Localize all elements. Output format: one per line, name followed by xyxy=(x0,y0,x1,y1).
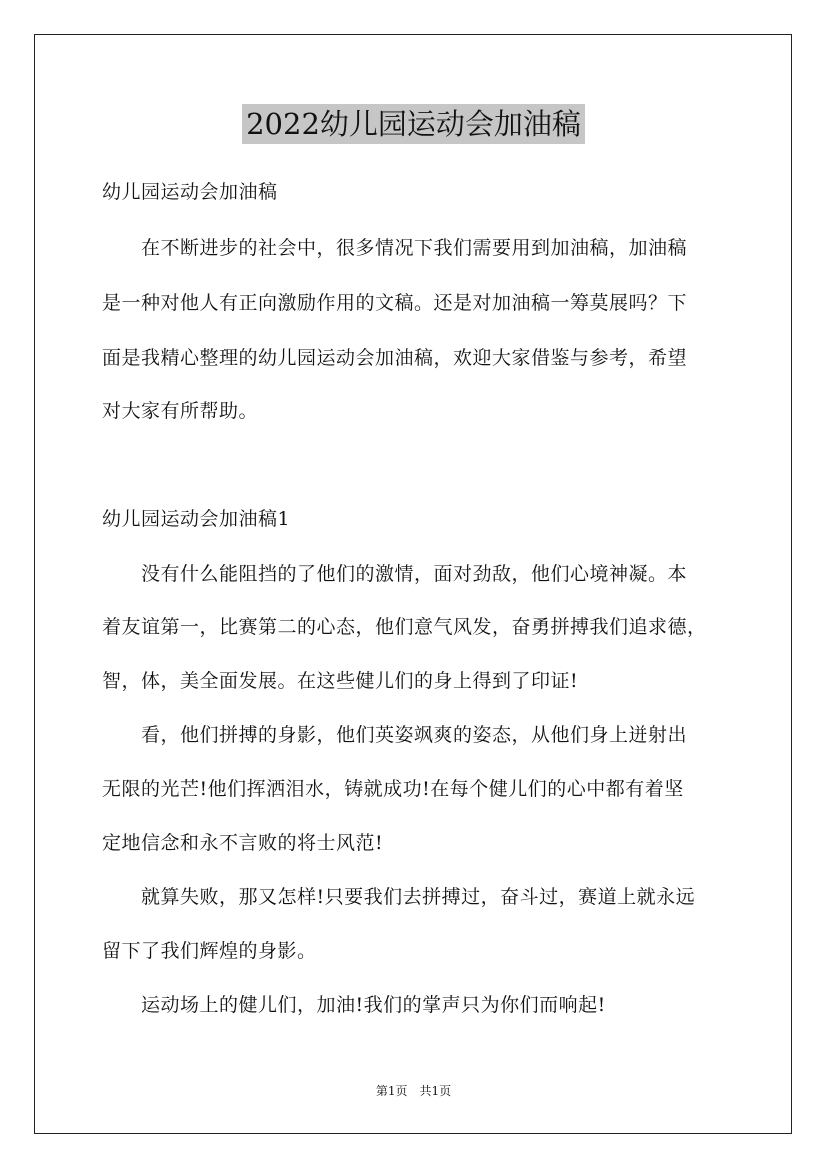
text-line: 留下了我们辉煌的身影。 xyxy=(102,940,317,962)
title-container xyxy=(0,104,827,144)
text-line: 智，体，美全面发展。在这些健儿们的身上得到了印证! xyxy=(102,670,579,692)
text-line: 着友谊第一，比赛第二的心态，他们意气风发，奋勇拼搏我们追求德， xyxy=(102,616,707,638)
text-line: 在不断进步的社会中，很多情况下我们需要用到加油稿，加油稿 xyxy=(102,237,688,259)
text-line: 对大家有所帮助。 xyxy=(102,400,259,422)
text-line: 定地信念和永不言败的将士风范! xyxy=(102,832,384,854)
text-line: 无限的光芒!他们挥洒泪水，铸就成功!在每个健儿们的心中都有着坚 xyxy=(102,778,684,800)
page-footer: 第1页 共1页 xyxy=(375,1084,452,1098)
document-title: 2022幼儿园运动会加油稿 xyxy=(242,104,585,144)
subtitle: 幼儿园运动会加油稿 xyxy=(102,181,278,203)
text-line: 运动场上的健儿们，加油!我们的掌声只为你们而响起! xyxy=(102,994,606,1016)
text-line: 就算失败，那又怎样!只要我们去拼搏过，奋斗过，赛道上就永远 xyxy=(102,886,696,908)
text-line: 没有什么能阻挡的了他们的激情，面对劲敌，他们心境神凝。本 xyxy=(102,563,688,585)
section-heading: 幼儿园运动会加油稿1 xyxy=(102,508,291,530)
text-line: 面是我精心整理的幼儿园运动会加油稿，欢迎大家借鉴与参考，希望 xyxy=(102,347,688,369)
text-line: 看，他们拼搏的身影，他们英姿飒爽的姿态，从他们身上迸射出 xyxy=(102,724,688,746)
text-line: 是一种对他人有正向激励作用的文稿。还是对加油稿一筹莫展吗？下 xyxy=(102,292,688,314)
